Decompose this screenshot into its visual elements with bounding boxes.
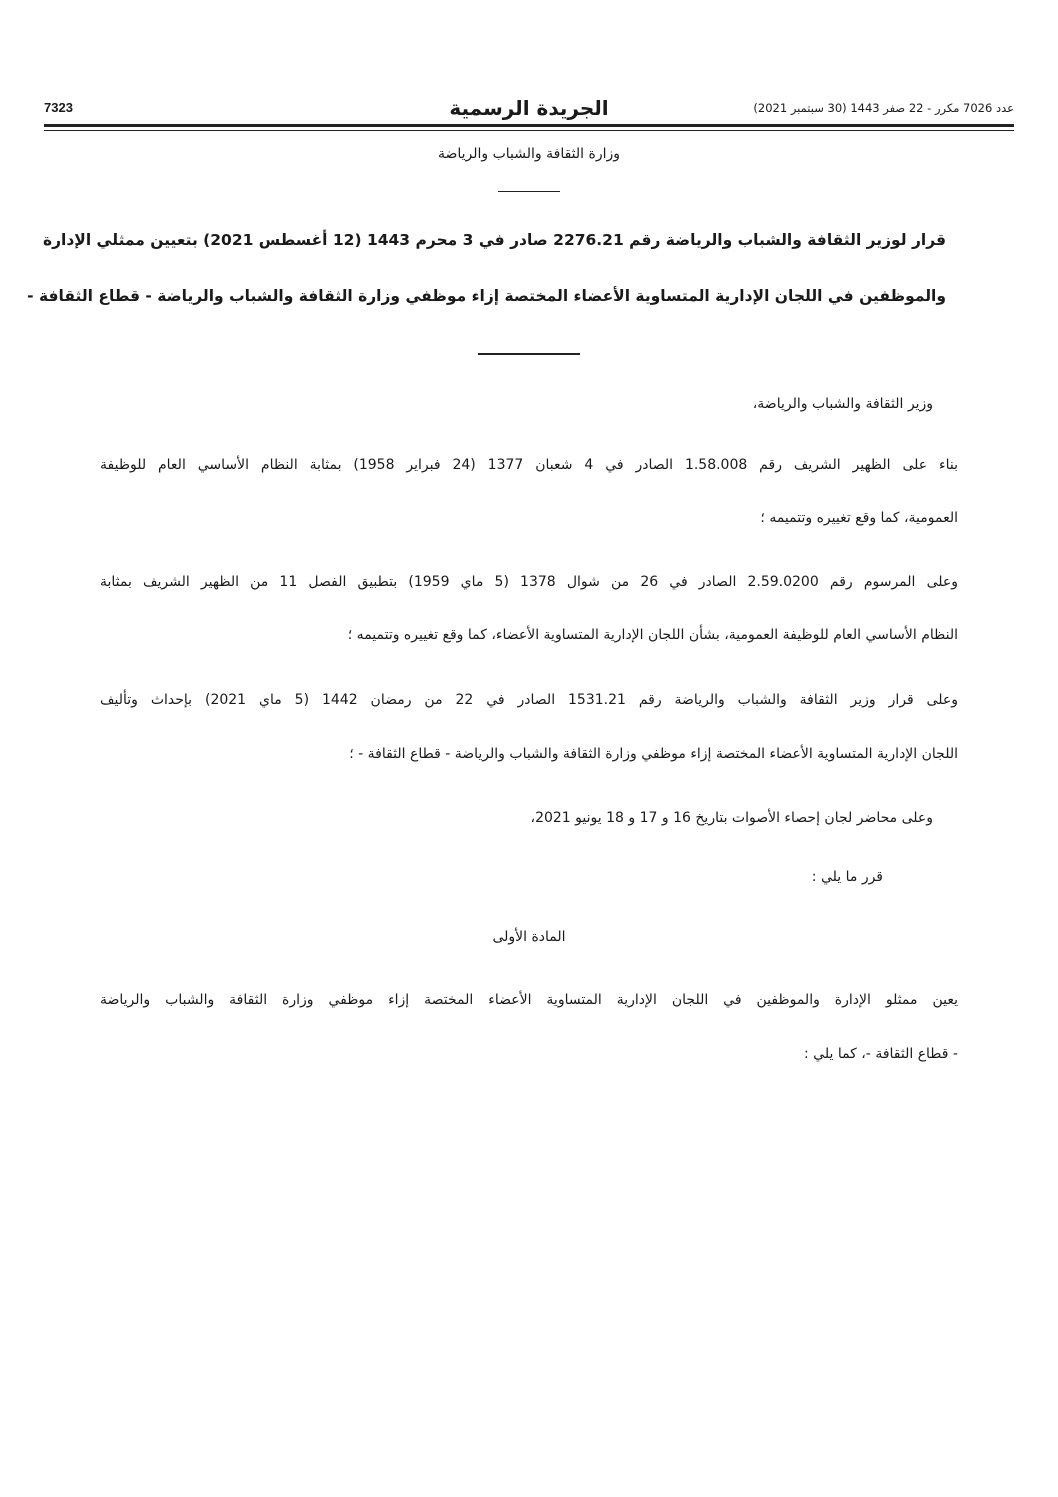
- decides-line: قرر ما يلي :: [811, 869, 883, 885]
- header-rule-thin: [44, 130, 1014, 131]
- decision-title-line-2: والموظفين في اللجان الإدارية المتساوية الأعضاء المختصة إزاء موظفي وزارة الثقافة والشباب والرياضة - قطاع الثقافة -: [27, 287, 946, 305]
- para3-line-1: وعلى قرار وزير الثقافة والشباب والرياضة رقم 1531.21 الصادر في 22 من رمضان 1442 (5 ماي 2021) بإحداث وتأليف: [100, 692, 958, 708]
- decision-title-line-1: قرار لوزير الثقافة والشباب والرياضة رقم 2276.21 صادر في 3 محرم 1443 (12 أغسطس 2021) بتعيين ممثلي الإدارة: [42, 231, 946, 249]
- para3-line-2: اللجان الإدارية المتساوية الأعضاء المختصة إزاء موظفي وزارة الثقافة والشباب والرياضة - قطاع الثقافة - ؛: [349, 746, 958, 762]
- page-header: [44, 96, 1014, 124]
- ministry-heading: وزارة الثقافة والشباب والرياضة: [437, 146, 621, 162]
- header-rule-thick: [44, 124, 1014, 127]
- ministry-divider: [498, 191, 560, 192]
- page-number: 7323: [44, 100, 73, 115]
- para2-line-1: وعلى المرسوم رقم 2.59.0200 الصادر في 26 من شوال 1378 (5 ماي 1959) بتطبيق الفصل 11 من الظهير الشريف بمثابة: [100, 574, 958, 590]
- para1-line-1: بناء على الظهير الشريف رقم 1.58.008 الصادر في 4 شعبان 1377 (24 فبراير 1958) بمثابة النظام الأساسي العام للوظيفة: [100, 457, 958, 473]
- para4-line: وعلى محاضر لجان إحصاء الأصوات بتاريخ 16 و 17 و 18 يونيو 2021،: [530, 810, 933, 826]
- article-heading: المادة الأولى: [492, 929, 566, 945]
- journal-title: الجريدة الرسمية: [449, 96, 609, 120]
- para1-line-2: العمومية، كما وقع تغييره وتتميمه ؛: [760, 510, 958, 526]
- title-divider: [478, 353, 580, 355]
- article1-line-1: يعين ممثلو الإدارة والموظفين في اللجان الإدارية المتساوية الأعضاء المختصة إزاء موظفي وزارة الثقافة والشباب والرياضة: [100, 992, 958, 1008]
- minister-line: وزير الثقافة والشباب والرياضة،: [752, 396, 933, 412]
- issue-info: عدد 7026 مكرر - 22 صفر 1443 (30 سبتمبر 2021): [753, 101, 1014, 115]
- para2-line-2: النظام الأساسي العام للوظيفة العمومية، بشأن اللجان الإدارية المتساوية الأعضاء، كما وقع تغييره وتتميمه ؛: [347, 627, 958, 643]
- article1-line-2: - قطاع الثقافة -، كما يلي :: [804, 1046, 958, 1062]
